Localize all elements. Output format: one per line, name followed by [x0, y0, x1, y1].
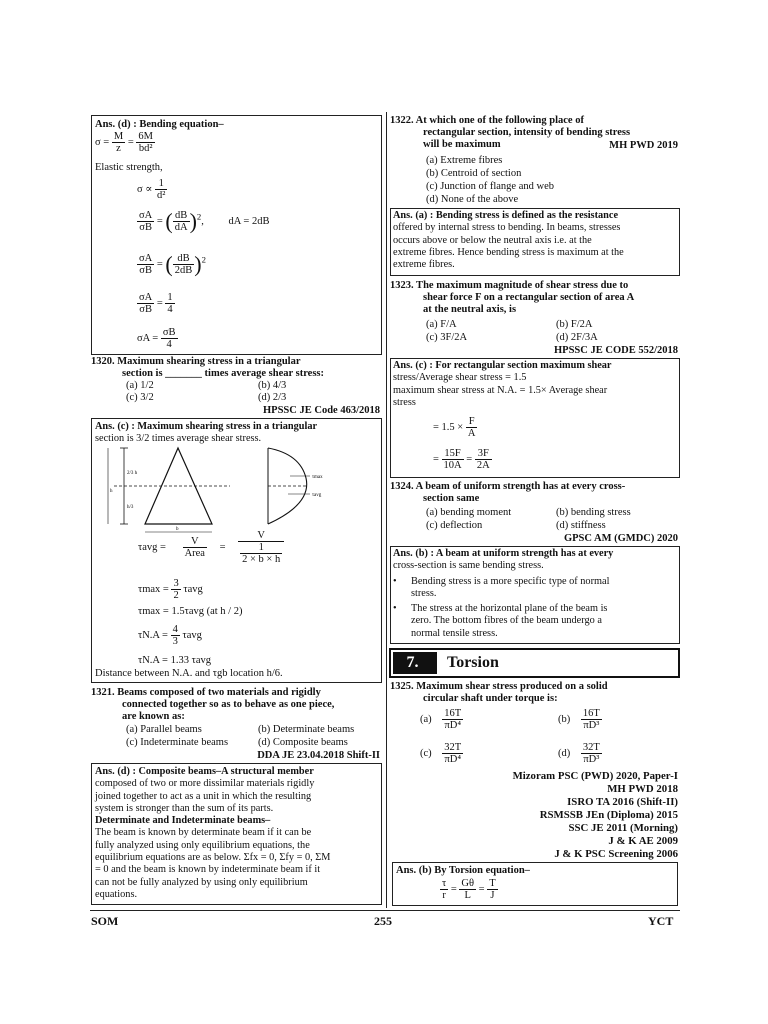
svg-text:τmax: τmax	[312, 475, 323, 480]
question-1320: 1320. Maximum shearing stress in a triangular section is _______ times average shear stress:	[91, 356, 324, 379]
page-number: 255	[374, 914, 392, 928]
tau-na-eq-1: τN.A = $\frac{4}{3}$ τavg	[138, 624, 202, 647]
option-a: (a) $\frac{16T}{\text{πD⁴}}$	[420, 708, 462, 731]
tau-max-eq-1: τmax = $\frac{3}{2}$ τavg	[138, 578, 203, 601]
question-1321: 1321. Beams composed of two materials and rigidly connected together so as to behave as one piece, are known as:	[91, 687, 335, 722]
option-a: (a) F/A	[426, 319, 457, 330]
question-1323: 1323. The maximum magnitude of shear stress due to shear force F on a rectangular section of area A at the neutral axis, is	[390, 280, 635, 315]
source-tag: MH PWD 2019	[609, 140, 678, 151]
ratio-eq-1: $\frac{\sigma A}{\sigma B}$ = ( $\frac{dB}{dA}$ )$^2$, dA = 2dB	[139, 208, 270, 234]
proportional-eq: σ ∝ $\frac{1}{\text{d²}}$	[137, 178, 166, 201]
option-b: (b) $\frac{16T}{\text{πD³}}$	[558, 708, 600, 731]
section-title: Torsion	[447, 654, 499, 671]
option-d: (d) $\frac{32T}{\text{πD³}}$	[558, 742, 600, 765]
answer-text: Ans. (c) : For rectangular section maximum shear stress/Average shear stress = 1.5 maximum shear stress at N.A. = 1.5× Average shear stress	[393, 360, 612, 408]
option-c: (c) 3/2	[126, 392, 154, 403]
ratio-eq-4: σA = $\frac{\sigma B}{4}$	[137, 327, 176, 350]
option-d: (d) 2F/3A	[556, 332, 598, 343]
option-c: (c) 3F/2A	[426, 332, 468, 343]
answer-heading: Ans. (b) By Torsion equation–	[396, 865, 530, 876]
footer-publisher: YCT	[648, 914, 674, 928]
option-b: (b) 4/3	[258, 380, 287, 391]
svg-text:b: b	[176, 527, 179, 532]
option-d: (d) None of the above	[426, 194, 519, 205]
bullet-item: • Bending stress is a more specific type of normal stress.	[393, 576, 610, 600]
source-list: Mizoram PSC (PWD) 2020, Paper-I MH PWD 2018 ISRO TA 2016 (Shift-II) RSMSSB JEn (Diploma) 2015 SSC JE 2011 (Morning) J & K AE 2009 J & K PSC Screening 2006	[512, 770, 678, 860]
option-c: (c) deflection	[426, 520, 483, 531]
tau-na-eq-2: τN.A = 1.33 τavg	[138, 655, 211, 666]
shear-eq-2: = $\frac{15F}{10A}$ = $\frac{3F}{2A}$	[433, 448, 490, 471]
answer-text: Ans. (a) : Bending stress is defined as the resistance offered by internal stress to bending. In beams, stresses occurs above or below the neutral axis i.e. at the extreme fibres. Hence bending stress is maximum at the extreme fibres.	[393, 210, 624, 271]
option-a: (a) Extreme fibres	[426, 155, 503, 166]
torsion-equation: $\frac{\tau}{r}$ = $\frac{G\theta}{L}$ = $\frac{T}{J}$	[442, 878, 496, 901]
section-header	[389, 648, 680, 678]
source-tag: HPSSC JE CODE 552/2018	[554, 345, 678, 356]
tau-max-eq-2: τmax = 1.5τavg (at h / 2)	[138, 606, 243, 617]
option-b: (b) Determinate beams	[258, 724, 355, 735]
source-tag: GPSC AM (GMDC) 2020	[563, 533, 678, 544]
elastic-strength-label: Elastic strength,	[95, 162, 163, 173]
option-d: (d) Composite beams	[258, 737, 348, 748]
svg-text:2/3 h: 2/3 h	[127, 471, 138, 476]
option-b: (b) Centroid of section	[426, 168, 522, 179]
tau-avg-eq: τavg = $\frac{V}{\text{Area}}$ = $\frac{V}{\frac{1}{2 \times b \times h}}$	[138, 530, 284, 565]
source-tag: DDA JE 23.04.2018 Shift-II	[257, 750, 380, 761]
section-number: 7.	[393, 652, 432, 674]
svg-text:h/3: h/3	[127, 505, 134, 510]
option-a: (a) Parallel beams	[126, 724, 202, 735]
question-1324: 1324. A beam of uniform strength has at every cross- section same	[390, 481, 626, 504]
option-c: (c) Junction of flange and web	[426, 181, 554, 192]
footer-subject: SOM	[91, 914, 119, 928]
option-b: (b) F/2A	[556, 319, 593, 330]
source-tag: HPSSC JE Code 463/2018	[263, 405, 380, 416]
footer-rule	[90, 910, 680, 911]
distance-note: Distance between N.A. and τgb location h/6.	[95, 668, 283, 679]
option-a: (a) bending moment	[426, 507, 512, 518]
svg-text:τavg: τavg	[312, 493, 322, 498]
column-divider	[386, 112, 387, 908]
answer-text: Ans. (b) : A beam at uniform strength has at every cross-section is same bending stress.	[393, 548, 614, 572]
svg-text:h: h	[110, 489, 113, 494]
bullet-item: • The stress at the horizontal plane of the beam is zero. The bottom fibres of the beam undergo a normal tensile stress.	[393, 603, 608, 639]
option-c: (c) $\frac{32T}{\text{πD⁴}}$	[420, 742, 462, 765]
option-a: (a) 1/2	[126, 380, 154, 391]
option-c: (c) Indeterminate beams	[126, 737, 229, 748]
ratio-eq-3: $\frac{\sigma A}{\sigma B}$ = $\frac{1}{4}$	[139, 292, 173, 315]
answer-text: Ans. (c) : Maximum shearing stress in a triangular section is 3/2 times average shear stress.	[95, 421, 318, 445]
triangle-shear-figure	[100, 446, 330, 536]
option-d: (d) stiffness	[556, 520, 606, 531]
answer-heading: Ans. (d) : Bending equation–	[95, 119, 224, 130]
ratio-eq-2: $\frac{\sigma A}{\sigma B}$ = ( $\frac{dB}{2dB}$ )$^2$	[139, 251, 206, 277]
option-d: (d) 2/3	[258, 392, 287, 403]
bending-equation: σ = $\frac{M}{z}$ = $\frac{6M}{\text{bd²}}$	[95, 131, 153, 154]
answer-text: Ans. (d) : Composite beams–A structural member composed of two or more dissimilar materials rigidly joined together to act as a unit in which the resulting system is stronger than the sum of its parts. Determinate and Indeterminate beams– The beam is known by determinate beam if it can be fully analyzed using only equilibrium equations, the equilibrium equations are as below. Σfx = 0, Σfy = 0, ΣM = 0 and the beam is known by indeterminate beam if it can not be fully analyzed by using only equilibrium equations.	[95, 766, 331, 900]
option-b: (b) bending stress	[556, 507, 631, 518]
question-1325: 1325. Maximum shear stress produced on a solid circular shaft under torque is:	[390, 681, 608, 704]
shear-eq-1: = 1.5 × $\frac{F}{A}$	[433, 416, 476, 439]
question-1322: 1322. At which one of the following place of rectangular section, intensity of bending stress will be maximum	[390, 115, 631, 150]
